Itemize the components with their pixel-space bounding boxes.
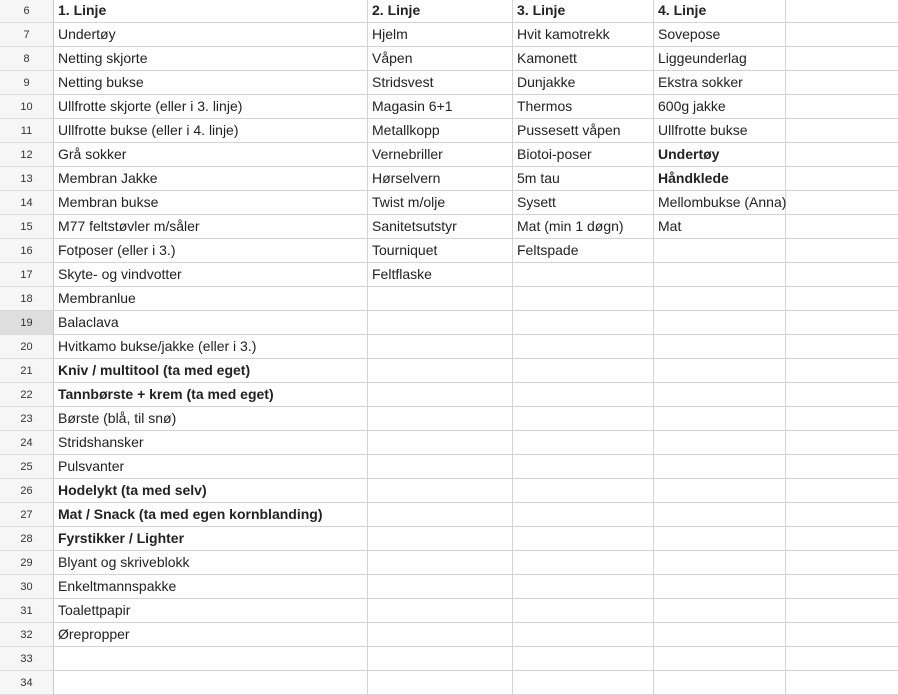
cell[interactable]: Membranlue xyxy=(54,287,368,311)
cell[interactable]: Mat (min 1 døgn) xyxy=(513,215,654,239)
cell[interactable]: Feltflaske xyxy=(368,263,513,287)
cell[interactable] xyxy=(786,335,898,359)
cell[interactable]: 5m tau xyxy=(513,167,654,191)
cell[interactable] xyxy=(513,575,654,599)
sheet-row xyxy=(0,335,898,359)
cell[interactable] xyxy=(786,215,898,239)
row-header[interactable]: 24 xyxy=(0,431,54,455)
cell[interactable] xyxy=(786,623,898,647)
sheet-row xyxy=(0,167,898,191)
sheet-row xyxy=(0,287,898,311)
cell[interactable] xyxy=(786,671,898,695)
cell[interactable] xyxy=(786,431,898,455)
cell[interactable]: Blyant og skriveblokk xyxy=(54,551,368,575)
cell[interactable] xyxy=(513,647,654,671)
cell[interactable] xyxy=(786,407,898,431)
cell[interactable]: Netting bukse xyxy=(54,71,368,95)
row-header[interactable]: 31 xyxy=(0,599,54,623)
cell[interactable]: Magasin 6+1 xyxy=(368,95,513,119)
cell[interactable] xyxy=(654,647,786,671)
cell[interactable]: Undertøy xyxy=(54,23,368,47)
cell[interactable]: Skyte- og vindvotter xyxy=(54,263,368,287)
cell[interactable]: Ullfrotte bukse xyxy=(654,119,786,143)
cell[interactable]: Stridsvest xyxy=(368,71,513,95)
cell[interactable] xyxy=(786,575,898,599)
row-header[interactable]: 8 xyxy=(0,47,54,71)
cell[interactable]: Thermos xyxy=(513,95,654,119)
cell[interactable] xyxy=(368,647,513,671)
cell[interactable]: Hvitkamo bukse/jakke (eller i 3.) xyxy=(54,335,368,359)
sheet-row xyxy=(0,575,898,599)
row-header[interactable]: 21 xyxy=(0,359,54,383)
cell[interactable]: Grå sokker xyxy=(54,143,368,167)
cell[interactable]: Undertøy xyxy=(654,143,786,167)
cell[interactable] xyxy=(513,455,654,479)
cell[interactable] xyxy=(54,671,368,695)
cell[interactable] xyxy=(368,527,513,551)
cell[interactable]: Hvit kamotrekk xyxy=(513,23,654,47)
cell[interactable]: Pulsvanter xyxy=(54,455,368,479)
cell[interactable]: Biotoi-poser xyxy=(513,143,654,167)
cell[interactable] xyxy=(786,143,898,167)
row-header[interactable]: 28 xyxy=(0,527,54,551)
cell[interactable] xyxy=(786,479,898,503)
cell[interactable] xyxy=(786,527,898,551)
cell[interactable] xyxy=(786,0,898,23)
cell[interactable]: Kamonett xyxy=(513,47,654,71)
cell[interactable]: Mellombukse (Anna) xyxy=(654,191,786,215)
sheet-row xyxy=(0,143,898,167)
cell[interactable] xyxy=(368,359,513,383)
cell[interactable] xyxy=(513,431,654,455)
sheet-row xyxy=(0,623,898,647)
cell[interactable]: Toalettpapir xyxy=(54,599,368,623)
cell[interactable] xyxy=(513,383,654,407)
cell[interactable] xyxy=(786,359,898,383)
cell[interactable] xyxy=(368,479,513,503)
sheet-row xyxy=(0,479,898,503)
cell[interactable]: Membran bukse xyxy=(54,191,368,215)
row-header[interactable]: 12 xyxy=(0,143,54,167)
row-header[interactable]: 9 xyxy=(0,71,54,95)
cell[interactable]: Håndklede xyxy=(654,167,786,191)
cell[interactable]: Netting skjorte xyxy=(54,47,368,71)
cell[interactable] xyxy=(654,503,786,527)
cell[interactable] xyxy=(513,407,654,431)
sheet-row xyxy=(0,503,898,527)
sheet-row xyxy=(0,599,898,623)
sheet-row xyxy=(0,527,898,551)
cell[interactable] xyxy=(786,239,898,263)
cell[interactable]: Twist m/olje xyxy=(368,191,513,215)
cell[interactable] xyxy=(786,551,898,575)
cell[interactable] xyxy=(654,263,786,287)
cell[interactable]: 4. Linje xyxy=(654,0,786,23)
cell[interactable]: Stridshansker xyxy=(54,431,368,455)
sheet-row xyxy=(0,23,898,47)
cell[interactable]: Fotposer (eller i 3.) xyxy=(54,239,368,263)
cell[interactable] xyxy=(654,671,786,695)
row-header[interactable]: 27 xyxy=(0,503,54,527)
row-header[interactable]: 7 xyxy=(0,23,54,47)
sheet-row xyxy=(0,647,898,671)
cell[interactable] xyxy=(786,119,898,143)
cell[interactable] xyxy=(513,623,654,647)
row-header[interactable]: 23 xyxy=(0,407,54,431)
cell[interactable]: Feltspade xyxy=(513,239,654,263)
sheet-row xyxy=(0,215,898,239)
cell[interactable]: Ullfrotte skjorte (eller i 3. linje) xyxy=(54,95,368,119)
cell[interactable] xyxy=(654,431,786,455)
sheet-row xyxy=(0,359,898,383)
cell[interactable] xyxy=(54,647,368,671)
cell[interactable] xyxy=(368,599,513,623)
row-header[interactable]: 26 xyxy=(0,479,54,503)
row-header[interactable]: 11 xyxy=(0,119,54,143)
cell[interactable] xyxy=(368,335,513,359)
row-header[interactable]: 30 xyxy=(0,575,54,599)
cell[interactable] xyxy=(513,599,654,623)
sheet-row xyxy=(0,671,898,695)
row-header[interactable]: 13 xyxy=(0,167,54,191)
cell[interactable] xyxy=(786,647,898,671)
cell[interactable]: 2. Linje xyxy=(368,0,513,23)
cell[interactable] xyxy=(513,287,654,311)
cell[interactable] xyxy=(513,335,654,359)
cell[interactable] xyxy=(786,263,898,287)
row-header[interactable]: 10 xyxy=(0,95,54,119)
sheet-row xyxy=(0,239,898,263)
cell[interactable] xyxy=(786,503,898,527)
cell[interactable] xyxy=(368,575,513,599)
row-header[interactable]: 14 xyxy=(0,191,54,215)
cell[interactable] xyxy=(513,311,654,335)
cell[interactable] xyxy=(786,23,898,47)
cell[interactable]: Tourniquet xyxy=(368,239,513,263)
cell[interactable] xyxy=(368,455,513,479)
cell[interactable] xyxy=(654,527,786,551)
sheet-row xyxy=(0,95,898,119)
cell[interactable]: Ekstra sokker xyxy=(654,71,786,95)
cell[interactable]: Mat xyxy=(654,215,786,239)
cell[interactable] xyxy=(786,455,898,479)
cell[interactable]: Ørepropper xyxy=(54,623,368,647)
cell[interactable] xyxy=(654,623,786,647)
cell[interactable] xyxy=(654,311,786,335)
cell[interactable] xyxy=(654,551,786,575)
cell[interactable] xyxy=(654,455,786,479)
cell[interactable]: Balaclava xyxy=(54,311,368,335)
cell[interactable] xyxy=(368,287,513,311)
cell[interactable] xyxy=(513,671,654,695)
row-header[interactable]: 20 xyxy=(0,335,54,359)
cell[interactable] xyxy=(368,503,513,527)
cell[interactable] xyxy=(513,263,654,287)
cell[interactable] xyxy=(654,287,786,311)
sheet-row xyxy=(0,383,898,407)
cell[interactable] xyxy=(513,359,654,383)
row-header[interactable]: 34 xyxy=(0,671,54,695)
cell[interactable]: Hørselvern xyxy=(368,167,513,191)
cell[interactable] xyxy=(368,311,513,335)
sheet-row xyxy=(0,407,898,431)
cell[interactable] xyxy=(368,431,513,455)
cell[interactable]: Kniv / multitool (ta med eget) xyxy=(54,359,368,383)
cell[interactable]: Vernebriller xyxy=(368,143,513,167)
cell[interactable]: Enkeltmannspakke xyxy=(54,575,368,599)
cell[interactable]: Våpen xyxy=(368,47,513,71)
cell[interactable]: Børste (blå, til snø) xyxy=(54,407,368,431)
cell[interactable] xyxy=(513,503,654,527)
sheet-row xyxy=(0,431,898,455)
sheet-row xyxy=(0,311,898,335)
cell[interactable] xyxy=(513,527,654,551)
cell[interactable]: Sovepose xyxy=(654,23,786,47)
cell[interactable] xyxy=(368,551,513,575)
row-header[interactable]: 18 xyxy=(0,287,54,311)
row-header[interactable]: 29 xyxy=(0,551,54,575)
row-header[interactable]: 19 xyxy=(0,311,54,335)
row-header[interactable]: 32 xyxy=(0,623,54,647)
cell[interactable] xyxy=(368,407,513,431)
sheet-row xyxy=(0,191,898,215)
cell[interactable] xyxy=(654,479,786,503)
cell[interactable] xyxy=(368,671,513,695)
cell[interactable] xyxy=(654,335,786,359)
sheet-row xyxy=(0,47,898,71)
cell[interactable] xyxy=(368,623,513,647)
row-header[interactable]: 6 xyxy=(0,0,54,23)
cell[interactable]: Metallkopp xyxy=(368,119,513,143)
cell[interactable] xyxy=(786,311,898,335)
cell[interactable] xyxy=(513,551,654,575)
row-header[interactable]: 17 xyxy=(0,263,54,287)
cell[interactable]: Mat / Snack (ta med egen kornblanding) xyxy=(54,503,368,527)
cell[interactable] xyxy=(786,191,898,215)
cell[interactable]: Ullfrotte bukse (eller i 4. linje) xyxy=(54,119,368,143)
cell[interactable]: Sanitetsutstyr xyxy=(368,215,513,239)
cell[interactable]: Fyrstikker / Lighter xyxy=(54,527,368,551)
cell[interactable]: Sysett xyxy=(513,191,654,215)
cell[interactable] xyxy=(786,167,898,191)
cell[interactable] xyxy=(786,383,898,407)
sheet-row xyxy=(0,119,898,143)
cell[interactable]: Dunjakke xyxy=(513,71,654,95)
cell[interactable] xyxy=(654,407,786,431)
cell[interactable] xyxy=(786,287,898,311)
sheet-row xyxy=(0,263,898,287)
cell[interactable]: Hjelm xyxy=(368,23,513,47)
sheet-row xyxy=(0,551,898,575)
cell[interactable] xyxy=(513,479,654,503)
cell[interactable] xyxy=(654,359,786,383)
cell[interactable]: Liggeunderlag xyxy=(654,47,786,71)
cell[interactable]: Tannbørste + krem (ta med eget) xyxy=(54,383,368,407)
cell[interactable] xyxy=(786,71,898,95)
row-header[interactable]: 25 xyxy=(0,455,54,479)
cell[interactable] xyxy=(654,239,786,263)
cell[interactable]: 3. Linje xyxy=(513,0,654,23)
cell[interactable] xyxy=(786,47,898,71)
cell[interactable]: M77 feltstøvler m/såler xyxy=(54,215,368,239)
cell[interactable] xyxy=(654,599,786,623)
row-header[interactable]: 22 xyxy=(0,383,54,407)
cell[interactable] xyxy=(786,599,898,623)
cell[interactable]: Hodelykt (ta med selv) xyxy=(54,479,368,503)
row-header[interactable]: 16 xyxy=(0,239,54,263)
sheet-row xyxy=(0,71,898,95)
cell[interactable]: Pussesett våpen xyxy=(513,119,654,143)
cell[interactable]: 600g jakke xyxy=(654,95,786,119)
cell[interactable] xyxy=(654,383,786,407)
sheet-row xyxy=(0,455,898,479)
row-header[interactable]: 33 xyxy=(0,647,54,671)
sheet-row xyxy=(0,0,898,23)
cell[interactable]: Membran Jakke xyxy=(54,167,368,191)
cell[interactable]: 1. Linje xyxy=(54,0,368,23)
cell[interactable] xyxy=(368,383,513,407)
cell[interactable] xyxy=(654,575,786,599)
cell[interactable] xyxy=(786,95,898,119)
row-header[interactable]: 15 xyxy=(0,215,54,239)
